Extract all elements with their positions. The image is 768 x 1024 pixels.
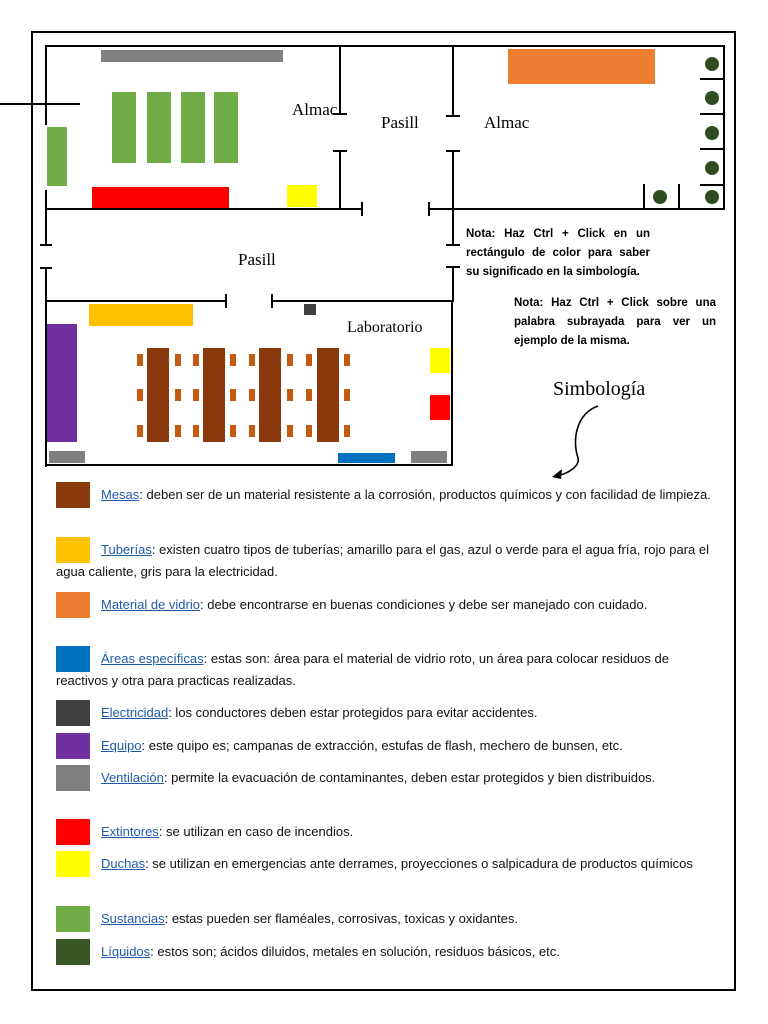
legend-desc: : se utilizan en emergencias ante derrames, proyecciones o salpicadura de productos químicos	[145, 856, 693, 871]
legend-swatch	[56, 851, 90, 877]
wall-tick	[271, 294, 273, 308]
stool	[193, 354, 199, 366]
legend-term-link[interactable]: Áreas específicas	[101, 651, 204, 666]
legend-desc: : permite la evacuación de contaminantes, deben estar protegidos y bien distribuidos.	[163, 770, 656, 785]
legend-term-link[interactable]: Líquidos	[101, 944, 151, 959]
legend-swatch	[56, 537, 90, 563]
legend-item-electricidad	[56, 702, 720, 724]
legend-item-liquidos	[56, 941, 720, 963]
room-label-almac-right: Almac	[484, 113, 530, 132]
wall-tick	[446, 244, 460, 246]
liquids-dot[interactable]	[653, 190, 667, 204]
legend-desc: : estos son; ácidos diluidos, metales en solución, residuos básicos, etc.	[150, 944, 560, 959]
wall-tick	[361, 202, 363, 216]
stool	[137, 354, 143, 366]
stool	[230, 389, 236, 401]
stool	[175, 354, 181, 366]
substances-block[interactable]	[47, 127, 67, 186]
partition	[700, 184, 725, 186]
legend-swatch	[56, 592, 90, 618]
wall-lab-top-left	[45, 300, 227, 302]
note-underlined-words: Nota: Haz Ctrl + Click sobre una palabra subrayada para ver un ejemplo de la misma.	[514, 297, 716, 347]
partition	[700, 148, 725, 150]
liquids-dot[interactable]	[705, 126, 719, 140]
wall-room3-bottom	[428, 208, 725, 210]
legend-desc: : estas pueden ser flaméales, corrosivas, toxicas y oxidantes.	[164, 911, 518, 926]
wall-top	[45, 45, 725, 47]
table[interactable]	[203, 348, 225, 442]
room-label-laboratorio: Laboratorio	[347, 319, 423, 336]
legend-desc: : existen cuatro tipos de tuberías; amarillo para el gas, azul o verde para el agua fría, rojo para el agua caliente, gris para la electricidad.	[56, 542, 709, 579]
stool	[193, 389, 199, 401]
legend-swatch	[56, 819, 90, 845]
page-frame	[31, 31, 736, 991]
legend-term-link[interactable]: Mesas	[101, 487, 140, 502]
wall-almac-right-low	[452, 266, 454, 302]
extinguisher-block[interactable]	[92, 187, 229, 208]
wall-tick	[225, 294, 227, 308]
room-label-pasill-mid: Pasill	[238, 250, 276, 269]
legend-swatch	[56, 482, 90, 508]
stool	[287, 354, 293, 366]
wall-left-mid	[45, 190, 47, 245]
stool	[287, 425, 293, 437]
specific-area-block[interactable]	[338, 453, 395, 463]
stool	[175, 425, 181, 437]
wall-lab-top-right	[271, 300, 453, 302]
partition	[700, 78, 725, 80]
stool	[306, 389, 312, 401]
substances-block[interactable]	[181, 92, 205, 163]
stool	[193, 425, 199, 437]
callout-line	[0, 103, 80, 105]
wall-tick	[40, 244, 52, 246]
wall-room1-bottom	[45, 208, 363, 210]
wall-tick	[446, 115, 460, 117]
substances-block[interactable]	[147, 92, 171, 163]
legend-item-mesas	[56, 484, 720, 506]
legend-term-link[interactable]: Sustancias	[101, 911, 165, 926]
table[interactable]	[259, 348, 281, 442]
wall-bottom	[45, 464, 453, 466]
wall-tick	[428, 202, 430, 216]
extinguisher-block[interactable]	[430, 395, 450, 420]
legend-desc: : los conductores deben estar protegidos para evitar accidentes.	[168, 705, 538, 720]
legend-item-ventilacion	[56, 767, 720, 789]
equipment-block[interactable]	[47, 324, 77, 442]
wall-almac-right-top	[452, 45, 454, 117]
stool	[249, 389, 255, 401]
legend-swatch	[56, 700, 90, 726]
glassware-block[interactable]	[508, 49, 655, 84]
legend-desc: : debe encontrarse en buenas condiciones y debe ser manejado con cuidado.	[200, 597, 648, 612]
legend-swatch	[56, 733, 90, 759]
liquids-dot[interactable]	[705, 161, 719, 175]
shower-block[interactable]	[287, 185, 317, 207]
stool	[306, 425, 312, 437]
substances-block[interactable]	[214, 92, 238, 163]
wall-almac-left-bottom	[339, 150, 341, 210]
substances-block[interactable]	[112, 92, 136, 163]
wall-almac-right-mid	[452, 150, 454, 246]
stool	[344, 389, 350, 401]
stool	[249, 425, 255, 437]
legend-term-link[interactable]: Ventilación	[101, 770, 164, 785]
ventilation-block[interactable]	[49, 451, 85, 463]
note-color-rectangles: Nota: Haz Ctrl + Click en un rectángulo de color para saber su significado en la simbología.	[466, 228, 650, 278]
stool	[230, 354, 236, 366]
stool	[175, 389, 181, 401]
ventilation-block[interactable]	[101, 50, 283, 62]
stool	[344, 354, 350, 366]
legend-term-link[interactable]: Material de vidrio	[101, 597, 200, 612]
stool	[344, 425, 350, 437]
room-label-pasill-top: Pasill	[381, 113, 419, 132]
liquids-dot[interactable]	[705, 91, 719, 105]
legend-term-link[interactable]: Duchas	[101, 856, 146, 871]
ventilation-block[interactable]	[411, 451, 447, 463]
legend-swatch	[56, 939, 90, 965]
legend-desc: : se utilizan en caso de incendios.	[158, 824, 354, 839]
legend-arrow-icon	[548, 400, 608, 482]
legend-term-link[interactable]: Tuberías	[101, 542, 152, 557]
legend-item-areas-especificas	[56, 648, 720, 692]
stool	[287, 389, 293, 401]
table[interactable]	[317, 348, 339, 442]
stool	[137, 389, 143, 401]
legend-item-sustancias	[56, 908, 720, 930]
legend-item-duchas	[56, 853, 720, 875]
partition	[700, 113, 725, 115]
pipes-block[interactable]	[89, 304, 193, 326]
legend-desc: : este quipo es; campanas de extracción, estufas de flash, mechero de bunsen, etc.	[141, 738, 623, 753]
stool	[137, 425, 143, 437]
stool	[249, 354, 255, 366]
room-label-almac-left: Almac	[292, 100, 338, 119]
legend-swatch	[56, 906, 90, 932]
liquids-dot[interactable]	[705, 190, 719, 204]
wall-almac-left-top	[339, 45, 341, 115]
legend-term-link[interactable]: Equipo	[101, 738, 142, 753]
legend-item-material-de-vidrio	[56, 594, 720, 616]
legend-desc: : deben ser de un material resistente a la corrosión, productos químicos y con facilidad de limpieza.	[139, 487, 711, 502]
stool	[306, 354, 312, 366]
legend-desc: : estas son: área para el material de vidrio roto, un área para colocar residuos de reactivos y otra para practicas realizadas.	[56, 651, 669, 688]
shower-block[interactable]	[430, 348, 450, 373]
liquids-dot[interactable]	[705, 57, 719, 71]
wall-lab-right	[451, 300, 453, 466]
legend-swatch	[56, 646, 90, 672]
legend-term-link[interactable]: Electricidad	[101, 705, 169, 720]
partition	[678, 184, 680, 210]
legend-item-extintores	[56, 821, 720, 843]
table[interactable]	[147, 348, 169, 442]
legend-swatch	[56, 765, 90, 791]
electricity-block[interactable]	[304, 304, 316, 315]
legend-item-equipo	[56, 735, 720, 757]
stool	[230, 425, 236, 437]
legend-term-link[interactable]: Extintores	[101, 824, 159, 839]
legend-title: Simbología	[553, 378, 646, 400]
legend-item-tuberias	[56, 539, 720, 583]
wall-left-upper	[45, 45, 47, 125]
partition	[643, 184, 645, 210]
